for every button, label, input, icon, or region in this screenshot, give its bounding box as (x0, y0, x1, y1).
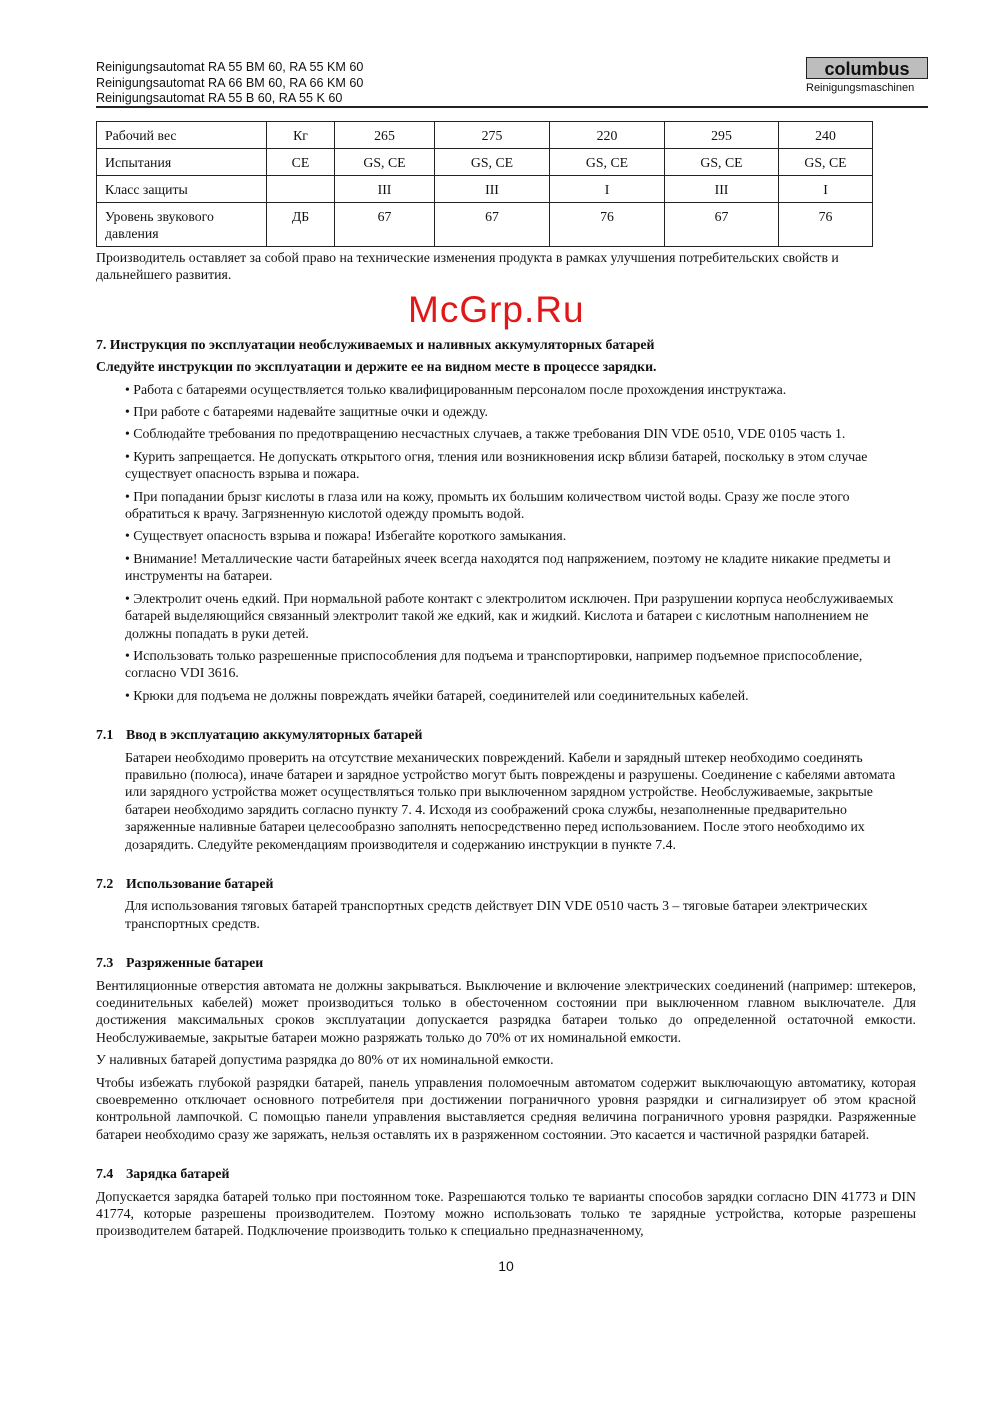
page-number: 10 (498, 1257, 514, 1274)
section-7 (96, 336, 916, 704)
table-cell: 67 (435, 203, 550, 247)
table-cell: 67 (665, 203, 779, 247)
table-row (97, 149, 873, 176)
section-text: Вентиляционные отверстия автомата не должны закрываться. Выключение и включение электрических соединений (например: штекеров, соединительных кабелей) может производиться только в обесточенном состоянии при выключенном главном выключателе. Для достижения максимальных сроков эксплуатации допускается разрядка батареи только до определенной остаточной емкости. Необслуживаемые, закрытые батареи можно разряжать только до 70% от их номинальной емкости. (96, 977, 916, 1045)
section-text: Батареи необходимо проверить на отсутствие механических повреждений. Кабели и зарядный штекер необходимо соединять правильно (полюса), иначе батареи и зарядное устройство могут быть повреждены и разрушены. Соединение с кабелями автомата или зарядного устройства может осуществляться только при выключенном зарядном устройстве. Необслуживаемые, закрытые батареи необходимо зарядить согласно пункту 7. 4. Исходя из соображений срока службы, незаполненные предварительно заряженные наливные батареи целесообразно заполнять непосредственно перед использованием. После этого необходимо их дозарядить. Следуйте рекомендациям производителя и содержанию инструкции в пункте 7.4. (125, 749, 896, 852)
section-text: Чтобы избежать глубокой разрядки батарей, панель управления поломоечным автоматом содержит выключающую автоматику, которая своевременно отключает основного потребителя при достижении пограничного уровня разрядки и сигнализирует об этом красной контрольной лампочкой. С помощью панели управления выставляется средняя величина пограничного уровня разрядки. Разряженные батареи необходимо сразу же заряжать, нельзя оставлять их в разряженном состоянии. Это касается и частичной разрядки батарей. (96, 1074, 916, 1142)
table-cell: GS, CE (550, 149, 665, 176)
table-cell: Испытания (97, 149, 267, 176)
table-cell: III (335, 176, 435, 203)
list-item: • При попадании брызг кислоты в глаза или на кожу, промыть их большим количеством чистой воды. Сразу же после этого обратиться к врачу. Загрязненную кислотой одежду промыть водой. (125, 488, 850, 522)
section-7-2 (96, 875, 916, 932)
list-item: • Курить запрещается. Не допускать открытого огня, тления или возникновения искр вблизи батарей, поскольку в этом случае существует опасность взрыва и пожара. (125, 448, 868, 482)
list-item: • Использовать только разрешенные приспособления для подъема и транспортировки, например подъемное приспособление, согласно VDI 3616. (125, 647, 863, 681)
table-cell: Рабочий вес (97, 122, 267, 149)
table-cell: GS, CE (665, 149, 779, 176)
section-7-3 (96, 954, 916, 1143)
section-title: Использование батарей (126, 875, 274, 891)
table-cell: 295 (665, 122, 779, 149)
section-title: 7. Инструкция по эксплуатации необслуживаемых и наливных аккумуляторных батарей (96, 336, 655, 352)
table-cell: 220 (550, 122, 665, 149)
section-number: 7.1 (96, 727, 114, 743)
table-cell: CE (267, 149, 335, 176)
table-cell: Уровень звукового давления (97, 203, 267, 247)
section-title: Разряженные батареи (126, 955, 264, 971)
header-line-1: Reinigungsautomat RA 55 BM 60, RA 55 KM 60 (96, 60, 364, 74)
section-text: Для использования тяговых батарей транспортных средств действует DIN VDE 0510 часть 3 – тяговые батареи электрических транспортных средств. (125, 898, 868, 931)
header-line-3: Reinigungsautomat RA 55 B 60, RA 55 K 60 (96, 91, 343, 105)
watermark: McGrp.Ru (408, 288, 585, 330)
table-cell: ДБ (267, 203, 335, 247)
table-row (97, 122, 873, 149)
page-body (96, 121, 916, 1275)
table-row (97, 176, 873, 203)
table-cell: 76 (779, 203, 873, 247)
table-cell: 67 (335, 203, 435, 247)
section-7-1 (96, 726, 916, 853)
section-number: 7.4 (96, 1166, 114, 1182)
table-cell: I (550, 176, 665, 203)
list-item: • Крюки для подъема не должны повреждать ячейки батарей, соединителей или соединительных кабелей. (125, 687, 749, 703)
header-line-2: Reinigungsautomat RA 66 BM 60, RA 66 KM 60 (96, 75, 364, 90)
list-item: • Работа с батареями осуществляется только квалифицированным персоналом после прохождения инструктажа. (125, 381, 787, 397)
table-cell: GS, CE (779, 149, 873, 176)
table-cell: 76 (550, 203, 665, 247)
section-subtitle: Следуйте инструкции по эксплуатации и держите ее на видном месте в процессе зарядки. (96, 359, 657, 375)
spec-table (96, 121, 873, 247)
table-cell: Кг (267, 122, 335, 149)
list-item: • При работе с батареями надевайте защитные очки и одежду. (125, 404, 488, 420)
list-item: • Существует опасность взрыва и пожара! Избегайте короткого замыкания. (125, 528, 567, 544)
table-cell: III (665, 176, 779, 203)
table-cell: 275 (435, 122, 550, 149)
section-title: Ввод в эксплуатацию аккумуляторных батарей (126, 727, 423, 743)
section-title: Зарядка батарей (126, 1166, 230, 1182)
table-cell: I (779, 176, 873, 203)
disclaimer-note: Производитель оставляет за собой право на технические изменения продукта в рамках улучшения потребительских свойств и дальнейшего развития. (96, 250, 839, 283)
header-divider (96, 106, 928, 108)
list-item: • Соблюдайте требования по предотвращению несчастных случаев, а также требования DIN VDE 0510, VDE 0105 часть 1. (125, 426, 846, 442)
document-header (96, 60, 363, 107)
table-row (97, 203, 873, 247)
table-cell: GS, CE (335, 149, 435, 176)
section-text: У наливных батарей допустима разрядка до 80% от их номинальной емкости. (96, 1052, 554, 1068)
list-item: • Внимание! Металлические части батарейных ячеек всегда находятся под напряжением, поэтому не кладите никакие предметы и инструменты на батареи. (125, 550, 891, 584)
section-number: 7.3 (96, 955, 114, 971)
section-number: 7.2 (96, 875, 114, 891)
columbus-logo: columbus (806, 57, 928, 79)
table-cell (267, 176, 335, 203)
table-cell: 265 (335, 122, 435, 149)
logo-subtitle: Reinigungsmaschinen (806, 82, 915, 94)
table-cell: GS, CE (435, 149, 550, 176)
list-item: • Электролит очень едкий. При нормальной работе контакт с электролитом исключен. При разрушении корпуса необслуживаемых батарей выделяющийся связанный электролит такой же едкий, как и жидкий. Кислота и батареи с кислотным наполнением не должны попадать в руки детей. (125, 590, 894, 641)
table-cell: III (435, 176, 550, 203)
table-cell: 240 (779, 122, 873, 149)
section-text: Допускается зарядка батарей только при постоянном токе. Разрешаются только те варианты способов зарядки согласно DIN 41773 и DIN 41774, которые разрешены производителем. Поэтому можно использовать только те зарядные устройства, которые разрешены производителем батарей. Подключение производить только к специально предназначенному, (96, 1188, 916, 1239)
section-7-4 (96, 1165, 916, 1240)
table-cell: Класс защиты (97, 176, 267, 203)
